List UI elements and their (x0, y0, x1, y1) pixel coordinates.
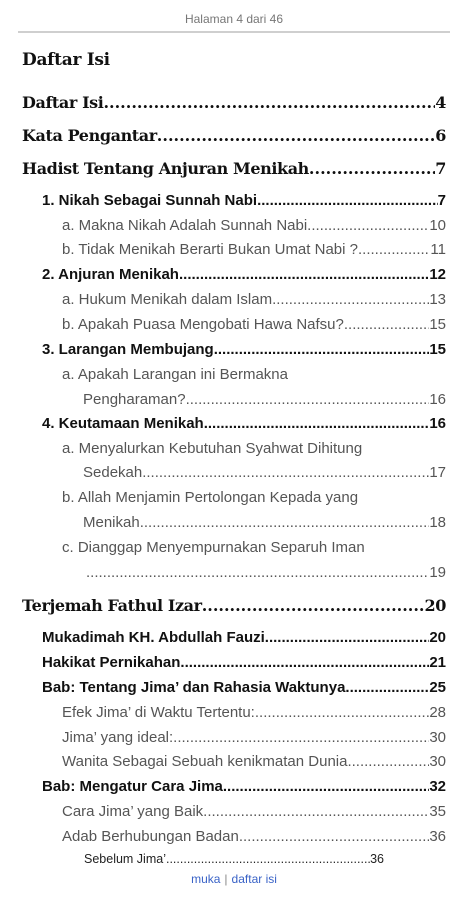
dot-leader (166, 852, 370, 866)
toc-entry[interactable] (22, 126, 446, 145)
toc-entry-label: a. Hukum Menikah dalam Islam (62, 291, 273, 308)
toc-entry-label: Kata Pengantar (22, 126, 157, 145)
toc-entry[interactable] (62, 729, 446, 746)
toc-entry[interactable] (62, 217, 446, 234)
toc-entry[interactable] (62, 828, 446, 845)
toc-entry[interactable] (22, 93, 446, 112)
toc-entry-page: 11 (430, 241, 446, 258)
toc-entry-page: 32 (429, 778, 446, 795)
toc-entry-label[interactable]: a. Menyalurkan Kebutuhan Syahwat Dihitung (62, 440, 363, 457)
toc-entry[interactable] (42, 192, 446, 209)
toc-entry-label: Efek Jima’ di Waktu Tertentu: (62, 704, 255, 721)
dot-leader (223, 778, 429, 795)
toc-entry-label: Cara Jima’ yang Baik (62, 803, 204, 820)
dot-leader (180, 654, 429, 671)
toc-entry-page: 28 (429, 704, 446, 721)
dot-leader (309, 159, 435, 178)
toc-entry-page: 36 (429, 828, 446, 845)
toc-entry[interactable] (83, 464, 446, 481)
dot-leader (272, 291, 429, 308)
toc-entry-label: Mukadimah KH. Abdullah Fauzi (42, 629, 265, 646)
toc-entry-label: Jima’ yang ideal: (62, 729, 174, 746)
toc-entry-page: 36 (370, 852, 384, 866)
dot-leader (344, 316, 429, 333)
toc-entry[interactable] (42, 629, 446, 646)
toc-entry-page: 16 (429, 391, 446, 408)
toc-entry[interactable] (42, 341, 446, 358)
toc-entry-page: 15 (429, 341, 446, 358)
footer-separator: | (224, 872, 228, 886)
toc-entry-label[interactable]: b. Allah Menjamin Pertolongan Kepada yang (62, 489, 359, 506)
dot-leader (347, 753, 429, 770)
dot-leader (157, 126, 435, 145)
footer-nav (0, 872, 468, 886)
toc-entry-page: 21 (429, 654, 446, 671)
page-indicator: Halaman 4 dari 46 (184, 12, 284, 26)
toc-entry-label-continued: Pengharaman? (83, 391, 186, 408)
dot-leader (257, 192, 438, 209)
toc-entry-page: 20 (424, 596, 446, 615)
toc-entry-label[interactable]: a. Apakah Larangan ini Bermakna (62, 366, 288, 383)
dot-leader (202, 596, 425, 615)
dot-leader (265, 629, 430, 646)
dot-leader (173, 729, 429, 746)
dot-leader (86, 564, 429, 581)
toc-entry-page: 6 (435, 126, 446, 145)
toc-entry[interactable] (42, 415, 446, 432)
dot-leader (345, 679, 429, 696)
toc-entry-label: Terjemah Fathul Izar (22, 596, 202, 615)
toc-entry[interactable] (83, 391, 446, 408)
dot-leader (140, 514, 430, 531)
toc-entry[interactable] (42, 266, 446, 283)
dot-leader (103, 93, 435, 112)
toc-entry-label: b. Tidak Menikah Berarti Bukan Umat Nabi ? (62, 241, 358, 258)
toc-entry-page: 15 (429, 316, 446, 333)
page-title: Daftar Isi (22, 50, 110, 70)
toc-link[interactable]: daftar isi (231, 872, 277, 886)
toc-entry-label: b. Apakah Puasa Mengobati Hawa Nafsu? (62, 316, 344, 333)
toc-entry-page: 13 (429, 291, 446, 308)
toc-entry[interactable] (62, 241, 446, 258)
toc-entry-page: 7 (437, 192, 446, 209)
header-divider (18, 31, 450, 33)
toc-entry-label: Bab: Mengatur Cara Jima (42, 778, 223, 795)
dot-leader (214, 341, 430, 358)
toc-entry-page: 35 (429, 803, 446, 820)
toc-entry-label: Daftar Isi (22, 93, 104, 112)
toc-entry-label: a. Makna Nikah Adalah Sunnah Nabi (62, 217, 308, 234)
toc-entry-page: 17 (429, 464, 446, 481)
toc-entry-label: 1. Nikah Sebagai Sunnah Nabi (42, 192, 258, 209)
toc-entry-label-continued: Menikah (83, 514, 140, 531)
toc-entry[interactable] (62, 704, 446, 721)
toc-entry-label: Adab Berhubungan Badan (62, 828, 239, 845)
dot-leader (203, 803, 429, 820)
toc-entry[interactable] (62, 316, 446, 333)
toc-entry[interactable] (83, 514, 446, 531)
toc-entry-page: 18 (429, 514, 446, 531)
toc-entry[interactable] (62, 803, 446, 820)
toc-entry-label: Hadist Tentang Anjuran Menikah (22, 159, 309, 178)
toc-entry-label: 4. Keutamaan Menikah (42, 415, 204, 432)
dot-leader (255, 704, 429, 721)
toc-entry-page: 12 (429, 266, 446, 283)
toc-entry-label: Wanita Sebagai Sebuah kenikmatan Dunia (62, 753, 348, 770)
dot-leader (358, 241, 430, 258)
dot-leader (239, 828, 429, 845)
toc-entry-label: 3. Larangan Membujang (42, 341, 214, 358)
toc-entry[interactable] (42, 778, 446, 795)
toc-entry[interactable] (84, 852, 384, 866)
toc-entry-label: Bab: Tentang Jima’ dan Rahasia Waktunya (42, 679, 346, 696)
toc-entry-page: 25 (429, 679, 446, 696)
toc-entry[interactable] (62, 291, 446, 308)
toc-entry-label: Hakikat Pernikahan (42, 654, 181, 671)
toc-entry-page: 7 (435, 159, 446, 178)
toc-entry-page: 30 (429, 729, 446, 746)
dot-leader (307, 217, 429, 234)
toc-entry[interactable] (22, 596, 446, 615)
toc-entry-label: 2. Anjuran Menikah (42, 266, 179, 283)
toc-entry-page: 19 (429, 564, 446, 581)
dot-leader (179, 266, 429, 283)
toc-entry-label: Sebelum Jima’ (84, 852, 166, 866)
toc-entry[interactable] (86, 564, 446, 581)
toc-entry-label-continued: Sedekah (83, 464, 143, 481)
toc-entry[interactable] (42, 679, 446, 696)
toc-entry[interactable] (22, 159, 446, 178)
home-link[interactable]: muka (191, 872, 221, 886)
dot-leader (142, 464, 429, 481)
toc-entry-page: 16 (429, 415, 446, 432)
toc-entry-page: 10 (429, 217, 446, 234)
toc-entry-page: 4 (435, 93, 446, 112)
toc-entry-page: 20 (429, 629, 446, 646)
toc-entry-page: 30 (429, 753, 446, 770)
dot-leader (186, 391, 430, 408)
dot-leader (204, 415, 430, 432)
toc-entry-label[interactable]: c. Dianggap Menyempurnakan Separuh Iman (62, 539, 365, 556)
toc-entry[interactable] (42, 654, 446, 671)
toc-entry[interactable] (62, 753, 446, 770)
